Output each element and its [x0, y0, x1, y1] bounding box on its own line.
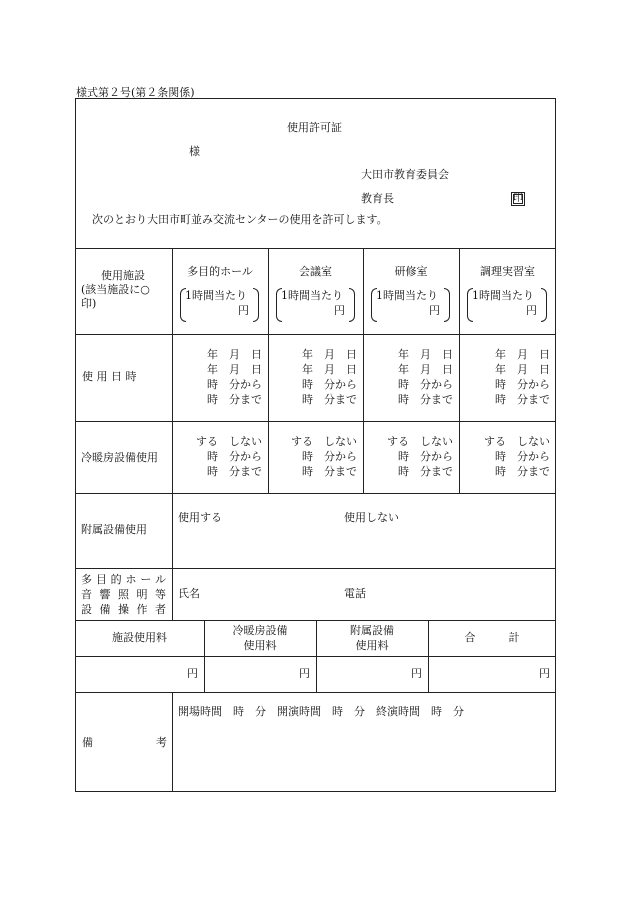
bracket	[541, 288, 547, 322]
aircon-label: 冷暖房設備使用	[81, 451, 158, 464]
facility-fee-label: 施設使用料	[112, 631, 167, 644]
divider	[75, 334, 556, 335]
aircon-cell	[459, 434, 550, 479]
facility-label: 使用施設	[101, 269, 145, 282]
yen-unit: 円	[334, 304, 345, 317]
issuer-name: 大田市教育委員会	[361, 168, 449, 181]
time-line: 時 分まで	[495, 465, 550, 478]
aircon-cell	[268, 434, 357, 479]
operator-name-label: 氏名	[178, 587, 200, 600]
remarks-label: 備	[82, 736, 93, 749]
seal-mark: 印	[513, 193, 523, 204]
time-line: 時 分から	[495, 378, 550, 391]
equipment-label: 附属設備使用	[81, 523, 147, 536]
time-line: 時 分まで	[398, 393, 453, 406]
yen-unit: 円	[187, 667, 198, 680]
aircon-fee-label: 冷暖房設備	[232, 624, 288, 637]
usage-date-cell	[363, 347, 453, 407]
hourly-rate: 1時間当たり	[281, 289, 343, 302]
date-line: 年 月 日	[207, 348, 262, 361]
usage-date-label: 使 用 日 時	[82, 370, 137, 383]
aircon-choice: する しない	[196, 435, 262, 448]
total-fee-label: 合 計	[464, 631, 520, 644]
divider	[75, 421, 556, 422]
time-line: 時 分まで	[207, 393, 262, 406]
aircon-choice: する しない	[387, 435, 453, 448]
recipient-honorific: 様	[189, 145, 200, 158]
equipment-fee-label: 使用料	[355, 639, 389, 652]
date-line: 年 月 日	[207, 363, 262, 376]
equipment-not-use: 使用しない	[344, 511, 399, 524]
bracket	[444, 288, 450, 322]
divider	[75, 493, 556, 494]
operator-label: 設備操作者	[81, 603, 166, 616]
bracket	[349, 288, 355, 322]
yen-unit: 円	[411, 667, 422, 680]
room-name: 調理実習室	[480, 265, 535, 278]
permit-statement: 次のとおり大田市町並み交流センターの使用を許可します。	[92, 213, 388, 226]
date-line: 年 月 日	[495, 363, 550, 376]
hourly-rate: 1時間当たり	[376, 289, 438, 302]
room-name: 会議室	[299, 265, 332, 278]
aircon-choice: する しない	[291, 435, 357, 448]
facility-label: (該当施設に○	[81, 283, 150, 296]
bracket	[253, 288, 259, 322]
yen-unit: 円	[429, 304, 440, 317]
time-line: 時 分まで	[398, 465, 453, 478]
time-line: 時 分から	[207, 378, 262, 391]
yen-unit: 円	[299, 667, 310, 680]
equipment-use: 使用する	[178, 511, 222, 524]
date-line: 年 月 日	[398, 348, 453, 361]
usage-date-cell	[268, 347, 357, 407]
time-line: 時 分まで	[302, 465, 357, 478]
time-line: 時 分から	[302, 450, 357, 463]
equipment-fee-label: 附属設備	[350, 624, 394, 637]
aircon-cell	[363, 434, 453, 479]
hourly-rate: 1時間当たり	[472, 289, 534, 302]
operator-label: 音響照明等	[81, 588, 166, 601]
time-line: 時 分から	[495, 450, 550, 463]
hourly-rate: 1時間当たり	[185, 289, 247, 302]
room-name: 研修室	[394, 265, 428, 278]
aircon-fee-label: 使用料	[243, 639, 277, 652]
facility-label: 印)	[81, 297, 97, 310]
usage-date-cell	[459, 347, 550, 407]
time-line: 時 分から	[302, 378, 357, 391]
date-line: 年 月 日	[398, 363, 453, 376]
time-line: 時 分まで	[302, 393, 357, 406]
remarks-label: 考	[156, 736, 167, 749]
remarks-times: 開場時間 時 分 開演時間 時 分 終演時間 時 分	[178, 705, 464, 718]
divider	[75, 692, 556, 693]
time-line: 時 分まで	[207, 465, 262, 478]
time-line: 時 分から	[398, 378, 453, 391]
divider	[75, 568, 556, 569]
yen-unit: 円	[526, 304, 537, 317]
room-name: 多目的ホール	[187, 265, 253, 278]
superintendent-label: 教育長	[361, 192, 394, 205]
yen-unit: 円	[539, 667, 550, 680]
usage-date-cell	[172, 347, 262, 407]
page-title: 使用許可証	[287, 121, 342, 134]
operator-phone-label: 電話	[344, 587, 366, 600]
yen-unit: 円	[238, 304, 249, 317]
operator-label: 多目的ホール	[81, 573, 166, 586]
date-line: 年 月 日	[302, 363, 357, 376]
divider	[172, 692, 173, 792]
date-line: 年 月 日	[495, 348, 550, 361]
aircon-cell	[172, 434, 262, 479]
time-line: 時 分まで	[495, 393, 550, 406]
time-line: 時 分から	[398, 450, 453, 463]
aircon-choice: する しない	[484, 435, 550, 448]
form-number-label: 様式第２号(第２条関係)	[76, 86, 195, 99]
date-line: 年 月 日	[302, 348, 357, 361]
divider	[75, 248, 556, 249]
time-line: 時 分から	[207, 450, 262, 463]
